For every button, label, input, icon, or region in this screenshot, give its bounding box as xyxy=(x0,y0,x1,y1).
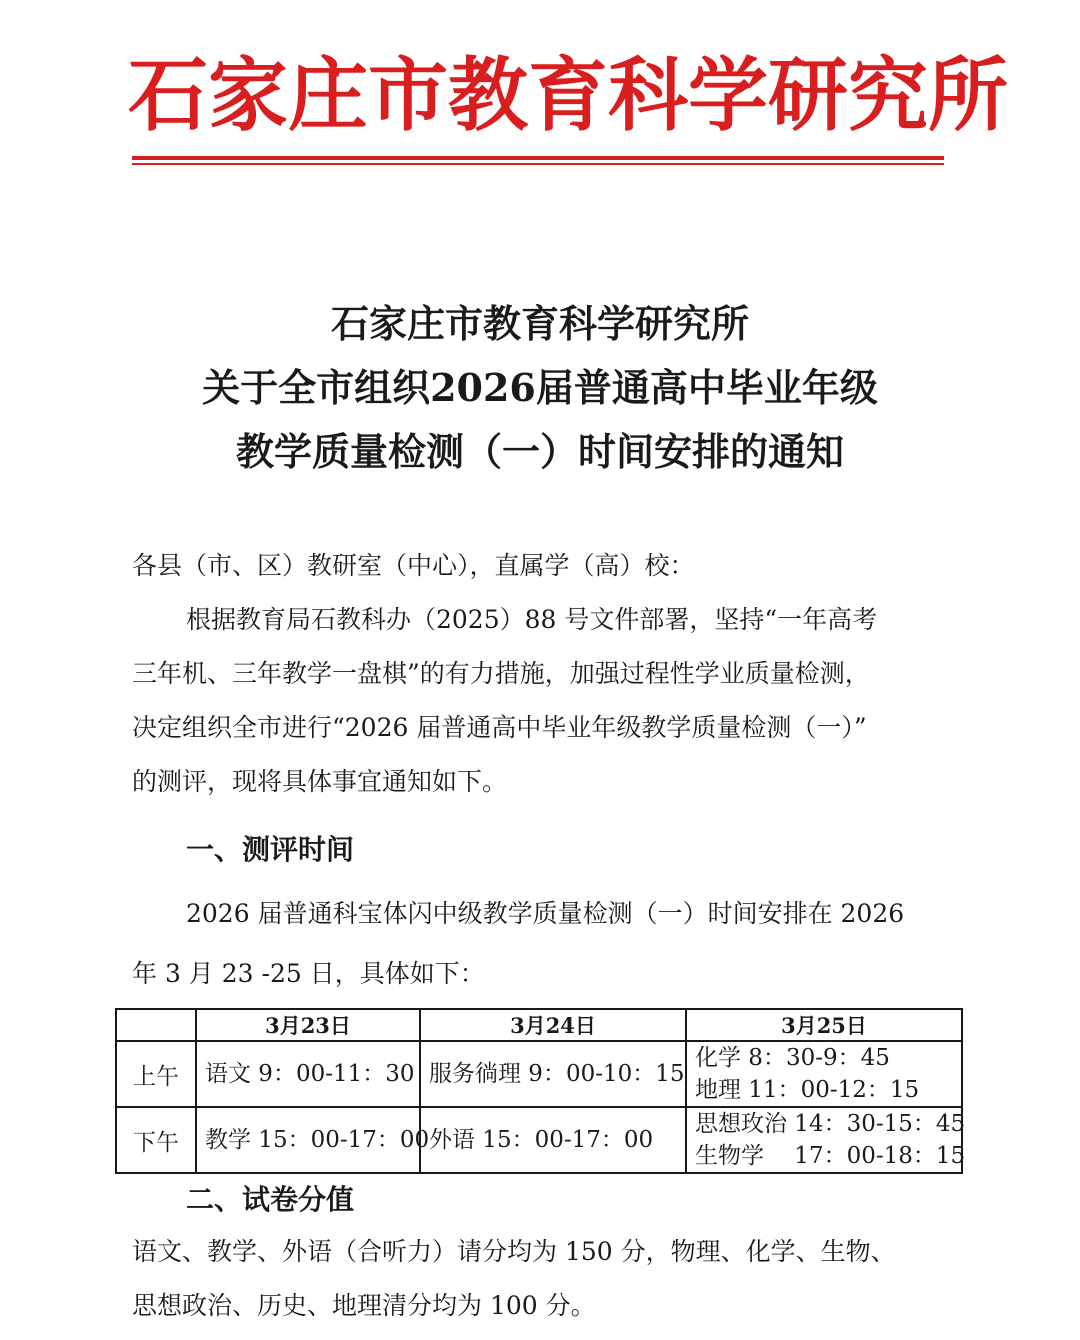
schedule-cell-multi xyxy=(686,1107,966,1173)
doc-title-line-3: 教学质量检测（一）时间安排的通知 xyxy=(235,429,844,474)
schedule-entry: 生物学 17：00-18：15 xyxy=(695,1143,966,1169)
table-row xyxy=(116,1041,962,1107)
section-heading-time: 一、测评时间 xyxy=(186,833,355,866)
schedule-entry: 地理 11：00-12：15 xyxy=(695,1077,920,1103)
doc-title-line-1: 石家庄市教育科学研究所 xyxy=(330,301,749,346)
section-text: 语文、教学、外语（合听力）请分均为 150 分，物理、化学、生物、 xyxy=(132,1237,896,1266)
schedule-cell: 语文 9：00-11：30 xyxy=(196,1041,420,1107)
schedule-cell: 外语 15：00-17：00 xyxy=(420,1107,686,1173)
body-line: 的测评，现将具体事宜通知如下。 xyxy=(132,767,508,796)
table-header-cell: 3月23日 xyxy=(196,1009,420,1041)
table-row xyxy=(116,1107,962,1173)
section-heading-scores: 二、试卷分值 xyxy=(186,1183,355,1216)
body-line: 决定组织全市进行“2026 届普通高中毕业年级教学质量检测（一）” xyxy=(132,713,867,742)
schedule-cell: 教学 15：00-17：00 xyxy=(196,1107,420,1173)
schedule-entry: 思想玫治 14：30-15：45 xyxy=(695,1111,966,1137)
table-header-cell: 3月24日 xyxy=(420,1009,686,1041)
schedule-cell-multi xyxy=(686,1041,962,1107)
table-header-cell: 3月25日 xyxy=(686,1009,962,1041)
section-text: 2026 届普通科宝体闪中级教学质量检测（一）时间安排在 2026 xyxy=(186,899,905,928)
table-header-row xyxy=(116,1009,962,1041)
schedule-entry: 化学 8：30-9：45 xyxy=(695,1045,890,1071)
schedule-cell: 服务徜理 9：00-10：15 xyxy=(420,1041,686,1107)
period-cell: 下午 xyxy=(116,1107,196,1173)
exam-schedule-table xyxy=(115,1008,966,1174)
table-header-cell xyxy=(116,1009,196,1041)
letterhead-rule-thick xyxy=(132,156,944,160)
period-cell: 上午 xyxy=(116,1041,196,1107)
section-text: 思想政治、历史、地理清分均为 100 分。 xyxy=(132,1291,596,1320)
salutation: 各县（市、区）教研室（中心），直属学（高）校： xyxy=(132,551,695,580)
doc-title-line-2: 关于全市组织2026届普通高中毕业年级 xyxy=(202,365,878,410)
body-line: 三年机、三年教学一盘棋”的有力措施，加强过程性学业质量检测， xyxy=(132,659,870,688)
section-text: 年 3 月 23 -25 日，具体如下： xyxy=(132,959,485,988)
letterhead-title: 石家庄市教育科学研究所 xyxy=(128,49,1008,142)
letterhead-rule-thin xyxy=(132,163,944,165)
body-line: 根据教育局石教科办（2025）88 号文件部署，坚持“一年高考 xyxy=(186,605,878,634)
